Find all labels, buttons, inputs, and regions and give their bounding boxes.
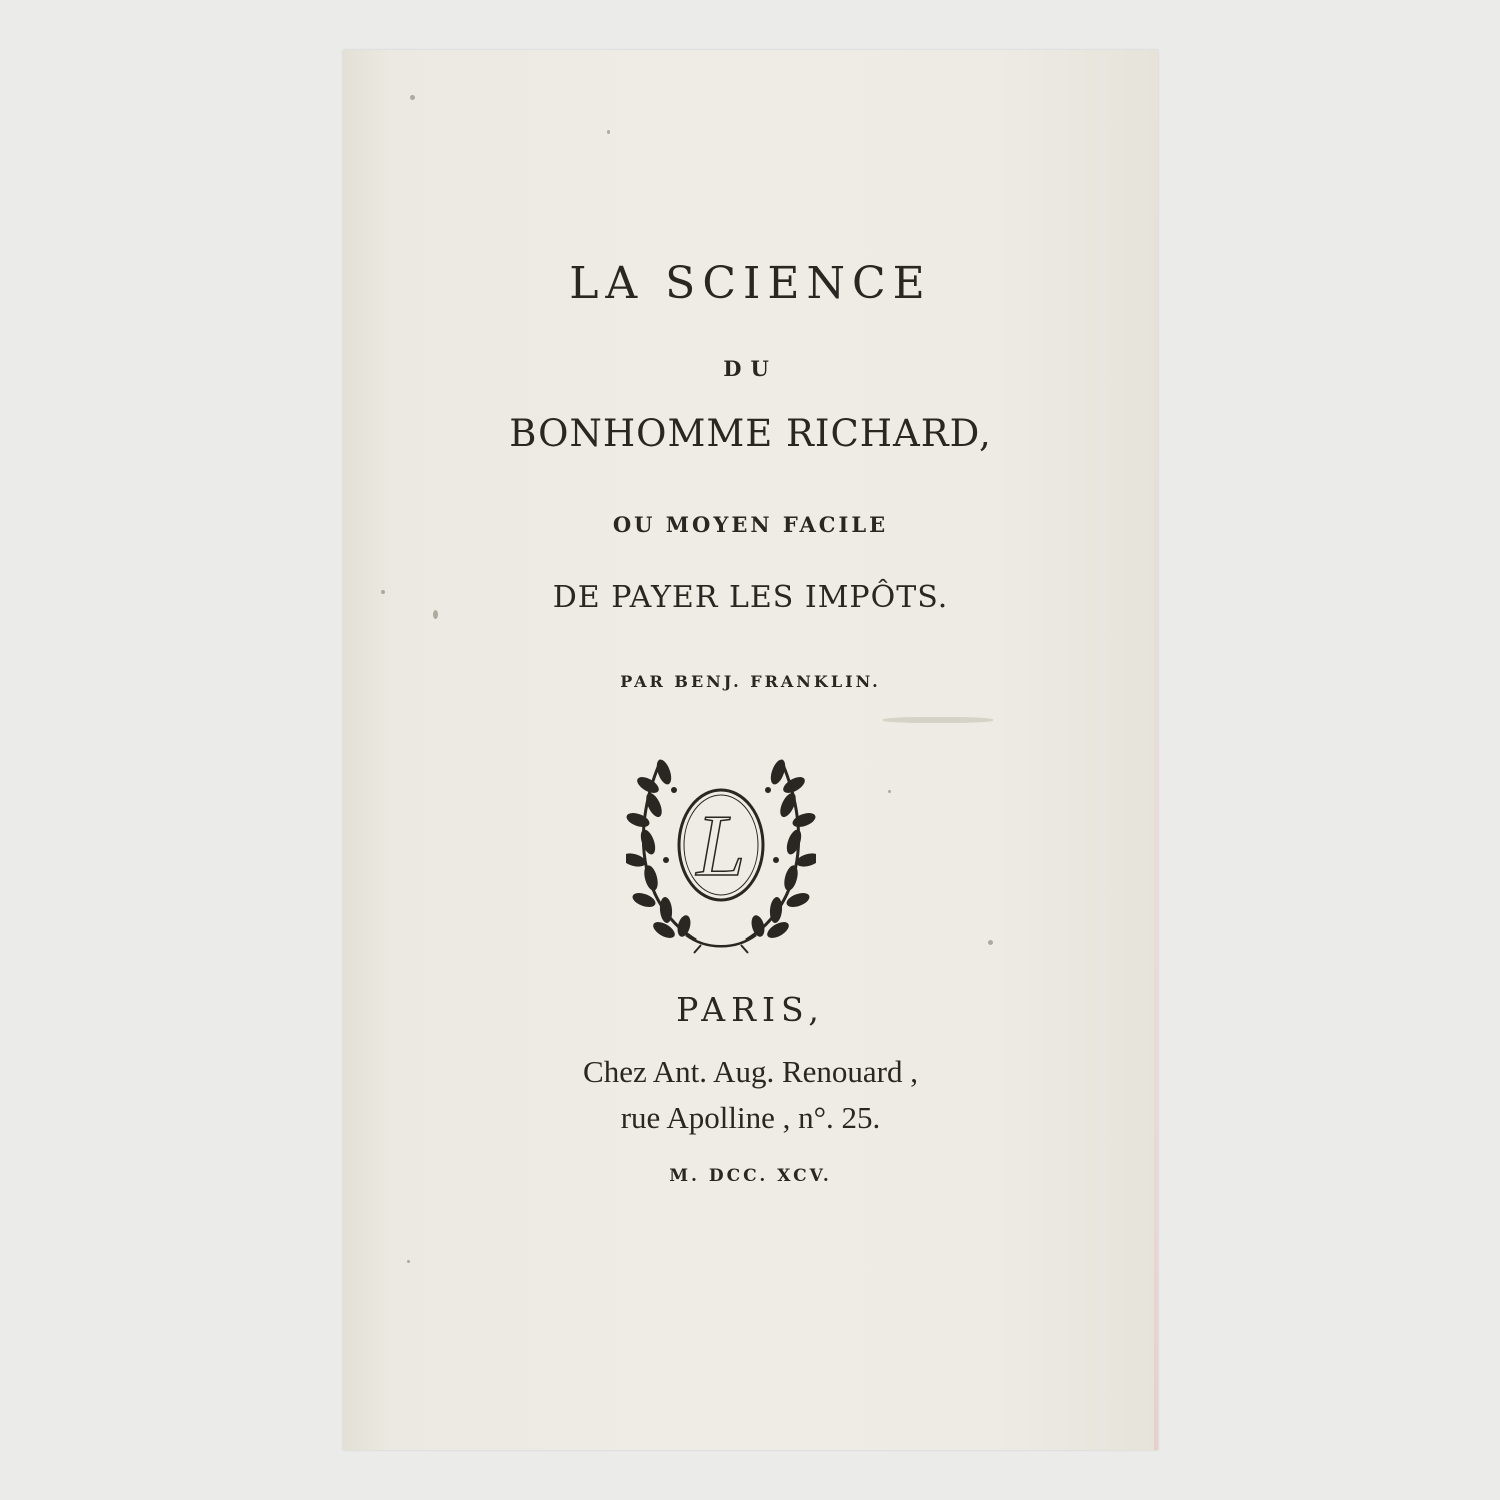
title-page bbox=[343, 50, 1158, 1450]
title-connector: DU bbox=[723, 356, 778, 381]
emblem-monogram: L bbox=[696, 798, 746, 895]
paper-speck bbox=[410, 95, 415, 100]
imprint-publisher: Chez Ant. Aug. Renouard , bbox=[583, 1054, 918, 1089]
paper-speck bbox=[407, 1260, 410, 1263]
paper-speck bbox=[888, 790, 891, 793]
paper-speck bbox=[607, 130, 610, 134]
paper-speck bbox=[988, 940, 993, 945]
paper-smudge bbox=[883, 717, 993, 723]
author-line: PAR BENJ. FRANKLIN. bbox=[620, 672, 881, 691]
imprint-address: rue Apolline , n°. 25. bbox=[620, 1100, 881, 1135]
book-title: LA SCIENCE bbox=[569, 258, 932, 309]
imprint-city: PARIS, bbox=[676, 990, 825, 1029]
laurel-wreath-monogram-icon bbox=[626, 750, 816, 955]
title-subject: BONHOMME RICHARD, bbox=[509, 412, 992, 455]
subtitle-line-2: DE PAYER LES IMPÔTS. bbox=[552, 580, 949, 615]
imprint-date: M. DCC. XCV. bbox=[669, 1166, 832, 1186]
subtitle-line-1: OU MOYEN FACILE bbox=[612, 512, 889, 537]
